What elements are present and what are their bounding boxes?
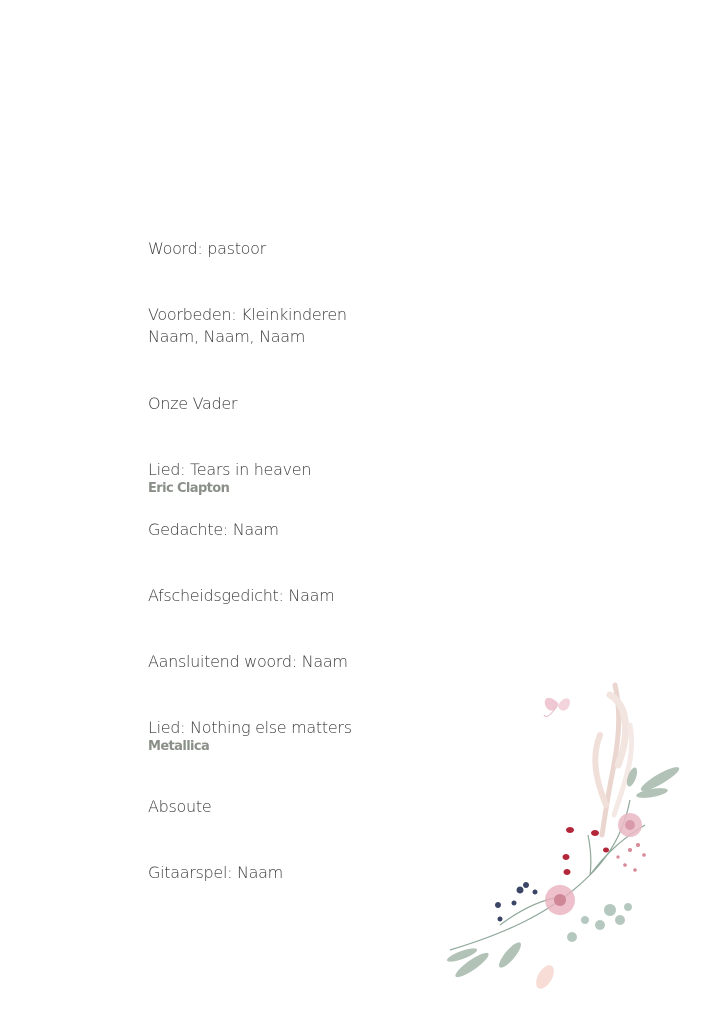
program-item-absolution [148,796,211,818]
program-item-guitar [148,862,283,884]
program-item-title: Aansluitend woord: Naam [148,652,348,671]
butterfly-icon [544,698,570,717]
program-item-title: Gedachte: Naam [148,520,279,539]
program-item-title: Woord: pastoor [148,239,266,258]
program-item-title: Absoute [148,797,212,816]
program-item-title: Lied: Tears in heaven [148,460,312,479]
program-item-names: Naam, Naam, Naam [148,327,306,346]
program-item-song-1 [148,459,311,497]
program-item-closing-word [148,651,348,673]
song-artist: Metallica [148,739,210,754]
program-item-song-2 [148,717,352,755]
program-item-title: Onze Vader [148,394,238,413]
program-item-title: Gitaarspel: Naam [148,863,283,882]
program-item-title: Afscheidsgedicht: Naam [148,586,335,605]
program-item-reflection [148,519,279,541]
pampas-grass-icon [595,685,631,835]
program-item-title: Voorbeden: Kleinkinderen [148,305,347,324]
program-item-word [148,238,266,260]
aster-flower-icon [545,813,642,915]
program-item-title: Lied: Nothing else matters [148,718,352,737]
program-item-farewell-poem [148,585,334,607]
program-item-prayers [148,304,347,348]
program-item-our-father [148,393,237,415]
song-artist: Eric Clapton [148,481,230,496]
falling-petal-icon [532,962,557,992]
watercolor-floral-bouquet-icon [440,675,690,1010]
